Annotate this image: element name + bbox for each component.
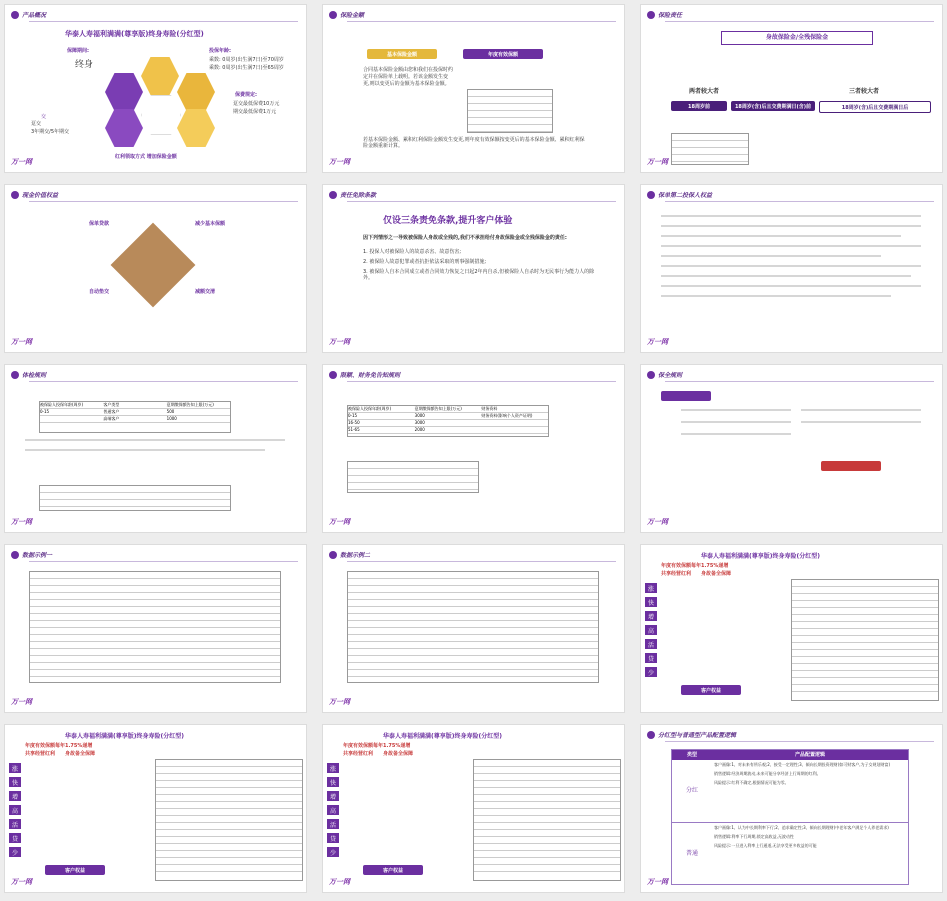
vertical-tag: 贷 <box>645 653 657 663</box>
title-text: 限额、财务免告知规则 <box>340 372 401 379</box>
bottom-text: 红利领取方式 增加保险金额 <box>115 154 177 160</box>
vertical-tag: 涨 <box>327 763 339 773</box>
table <box>671 133 749 165</box>
vertical-tag: 活 <box>645 639 657 649</box>
divider <box>665 201 934 202</box>
table <box>791 579 939 701</box>
slide-exclusions[interactable] <box>322 184 625 353</box>
slide-title <box>11 550 52 559</box>
body-bottom: 若基本保险金额、累积红利保险金额发生变更,则年度有效保额按变更后的基本保险金额、累积红利保险金额重新计算。 <box>363 137 585 149</box>
headline: 华泰人寿福利满满(尊享版)终身寿险(分红型) <box>65 30 204 38</box>
text-line <box>661 295 891 297</box>
slide-title <box>329 550 370 559</box>
vertical-tag: 贷 <box>327 833 339 843</box>
vertical-tag: 少 <box>9 847 21 857</box>
right-top-item: 乘数: 0周岁(出生满7日)至65周岁 <box>209 65 284 71</box>
logo: 万一网 <box>329 698 350 706</box>
vertical-tag: 涨 <box>645 583 657 593</box>
hexagon-purple <box>105 73 143 111</box>
slide-title <box>329 190 376 199</box>
age-a: 18周岁前 <box>671 101 727 111</box>
hexagon-gold <box>177 73 215 111</box>
logo: 万一网 <box>329 518 350 526</box>
text-line <box>681 409 791 411</box>
sub1: 年度有效保额每年1.75%递增 <box>661 563 729 569</box>
title-text: 保险金额 <box>340 12 365 19</box>
banner-basic: 基本保险金额 <box>367 49 437 59</box>
text-line <box>661 215 921 217</box>
vertical-tag: 少 <box>645 667 657 677</box>
slide-title <box>11 370 46 379</box>
vertical-tag: 高 <box>327 805 339 815</box>
th: 趸期缴保额告知上限(万元) <box>414 406 462 411</box>
slide-title <box>647 370 682 379</box>
banner-annual: 年度有效保额 <box>463 49 543 59</box>
sub3: 身故备全保障 <box>383 751 414 757</box>
vertical-tag: 增 <box>645 611 657 621</box>
right-mid-label: 保费规定: <box>235 92 257 98</box>
bullet-dot-icon <box>11 371 19 379</box>
th: 被保险人投保年龄(周岁) <box>348 406 392 411</box>
sub2: 共享经营红利 <box>25 751 56 757</box>
title-text: 现金价值权益 <box>22 192 59 199</box>
headline: 华泰人寿福利满满(尊享版)终身寿险(分红型) <box>701 553 820 560</box>
text-line <box>681 433 791 435</box>
slide-policy-service[interactable] <box>640 364 943 533</box>
hexagon-gold <box>141 57 179 95</box>
left-mid-item: 3年期交/5年期交 <box>31 129 70 135</box>
slide-title <box>11 190 58 199</box>
table <box>155 759 303 881</box>
text-line <box>661 265 921 267</box>
text-line <box>661 285 921 287</box>
logo: 万一网 <box>647 158 668 166</box>
logo: 万一网 <box>11 338 32 346</box>
slide-title <box>647 10 682 19</box>
text-line <box>661 275 911 277</box>
th: 产品配置逻辑 <box>794 752 825 758</box>
vertical-tag: 增 <box>9 791 21 801</box>
vertical-tag: 少 <box>327 847 339 857</box>
title-text: 产品概况 <box>22 12 47 19</box>
table <box>39 401 231 433</box>
vertical-tag: 快 <box>327 777 339 787</box>
vertical-tag: 高 <box>645 625 657 635</box>
td: 1000 <box>166 416 177 421</box>
table <box>473 759 621 881</box>
divider <box>29 21 298 22</box>
logo: 万一网 <box>11 878 32 886</box>
text-line <box>661 255 881 257</box>
slide-coverage[interactable] <box>640 4 943 173</box>
logo: 万一网 <box>11 518 32 526</box>
th: 被保险人投保年龄(周岁) <box>40 402 84 407</box>
td: 3000 <box>414 413 425 418</box>
sub1: 年度有效保额每年1.75%递增 <box>25 743 93 749</box>
table <box>347 571 599 683</box>
table <box>39 485 231 511</box>
slide-data-example-1[interactable] <box>4 544 307 713</box>
row-cell: 风险提示:一旦进入利率上行通道,无法享受更多收益的可能 <box>714 843 817 848</box>
sub1: 年度有效保额每年1.75%递增 <box>343 743 411 749</box>
bullet-dot-icon <box>329 551 337 559</box>
banner: 身故保险金/全残保险金 <box>721 31 873 45</box>
slide-customer-rights-3[interactable] <box>322 724 625 893</box>
bullet-dot-icon <box>11 191 19 199</box>
title-text: 分红型与普通型产品配置逻辑 <box>658 732 737 739</box>
divider <box>665 741 934 742</box>
text-line <box>25 449 265 451</box>
diamond-graphic <box>111 223 196 308</box>
td: 500 <box>166 409 175 414</box>
bullet-dot-icon <box>329 371 337 379</box>
bullet-dot-icon <box>647 371 655 379</box>
slide-product-overview[interactable] <box>4 4 307 173</box>
row-cell: 风险提示:红利不确定,根据情况可能为零。 <box>714 780 789 785</box>
col-b: 三者较大者 <box>849 88 880 95</box>
body-left: 合同基本保险金额由您和我们在投保时约定并在保险单上载明。若该金额发生变更,则以变更后的金额为基本保险金额。 <box>363 67 454 87</box>
bullet-dot-icon <box>329 11 337 19</box>
logo: 万一网 <box>329 878 350 886</box>
th: 客户类型 <box>103 402 120 407</box>
td: 高端客户 <box>103 416 120 421</box>
vertical-tag: 活 <box>9 819 21 829</box>
right-mid-item: 趸交最低保费10万元 <box>233 101 280 107</box>
row-type: 分红 <box>685 787 698 794</box>
vertical-tag: 快 <box>645 597 657 607</box>
text-line <box>681 421 791 423</box>
title-text: 保单第二投保人权益 <box>658 192 713 199</box>
banner <box>821 461 881 471</box>
divider <box>347 561 616 562</box>
sub3: 身故备全保障 <box>65 751 96 757</box>
table <box>671 749 909 885</box>
banner <box>661 391 711 401</box>
label-loan: 保单贷款 <box>89 221 110 227</box>
hexagon-center <box>141 95 181 135</box>
label-auto: 自动垫交 <box>89 289 110 295</box>
age-b: 18周岁(含)后且交费期满日(含)前 <box>731 101 815 111</box>
row-type: 普通 <box>685 850 698 857</box>
td: 51-65 <box>348 427 360 432</box>
right-top-label: 投保年龄: <box>209 48 231 54</box>
left-top-value: 终身 <box>75 60 94 70</box>
td: 2000 <box>414 427 425 432</box>
slide-config-logic[interactable] <box>640 724 943 893</box>
divider <box>347 21 616 22</box>
logo: 万一网 <box>11 158 32 166</box>
td: 16-50 <box>348 420 360 425</box>
text-line <box>661 245 921 247</box>
table <box>467 89 553 133</box>
table <box>29 571 281 683</box>
slide-customer-rights-1[interactable] <box>640 544 943 713</box>
left-mid-item: 趸交 <box>31 121 42 127</box>
footer: 客户权益 <box>45 865 105 875</box>
divider <box>29 381 298 382</box>
slide-sum-insured[interactable] <box>322 4 625 173</box>
td: 3000 <box>414 420 425 425</box>
footer: 客户权益 <box>363 865 423 875</box>
label-reduce: 减少基本保额 <box>195 221 226 227</box>
table <box>347 405 549 437</box>
logo: 万一网 <box>329 338 350 346</box>
divider <box>665 21 934 22</box>
td: 0-15 <box>40 409 50 414</box>
logo: 万一网 <box>11 698 32 706</box>
slide-title <box>11 10 46 19</box>
divider <box>347 381 616 382</box>
sub2: 共享经营红利 <box>661 571 692 577</box>
slide-medical-rules[interactable] <box>4 364 307 533</box>
divider <box>347 201 616 202</box>
divider <box>29 201 298 202</box>
line: 3. 被保险人自本合同成立或者合同效力恢复之日起2年内自杀,但被保险人自杀时为无民事行为能力人的除外。 <box>363 269 595 281</box>
left-mid-label: 交 <box>41 114 47 120</box>
slide-title <box>329 10 364 19</box>
text-line <box>661 235 901 237</box>
bullet-dot-icon <box>11 551 19 559</box>
slide-customer-rights-2[interactable] <box>4 724 307 893</box>
age-c: 18周岁(含)后且交费期满日后 <box>819 101 931 113</box>
bullet-dot-icon <box>647 11 655 19</box>
sub3: 身故备全保障 <box>701 571 732 577</box>
logo: 万一网 <box>647 338 668 346</box>
right-top-item: 乘数: 0周岁(出生满7日)至70周岁 <box>209 57 284 63</box>
vertical-tag: 活 <box>327 819 339 829</box>
right-mid-item: 期交最低保费1万元 <box>233 109 277 115</box>
line: 1. 投保人对被保险人的故意杀害、故意伤害; <box>363 249 462 255</box>
line: 2. 被保险人故意犯罪或者抗拒依法采取的刑事强制措施; <box>363 259 487 265</box>
th: 类型 <box>686 752 697 758</box>
table <box>347 461 479 493</box>
bullet-dot-icon <box>647 191 655 199</box>
row-cell: 客户画像:1、认为中长期利率下行;2、追求确定性;3、倾向长期理财(中老年客户满足个人养老需求) <box>714 825 889 830</box>
left-top-label: 保障期间: <box>67 48 89 54</box>
slide-cash-value[interactable] <box>4 184 307 353</box>
slide-data-example-2[interactable] <box>322 544 625 713</box>
label-paidup: 减额交清 <box>195 289 216 295</box>
headline: 华泰人寿福利满满(尊享版)终身寿险(分红型) <box>65 733 184 740</box>
title-text: 数据示例二 <box>340 552 371 559</box>
text-line <box>661 225 921 227</box>
headline: 仅设三条责免条款,提升客户体验 <box>383 216 513 226</box>
td: 0-15 <box>348 413 358 418</box>
text-line <box>801 421 921 423</box>
slide-title <box>329 370 400 379</box>
title-text: 保险责任 <box>658 12 683 19</box>
vertical-tag: 增 <box>327 791 339 801</box>
line: 因下列情形之一导致被保险人身故或全残的,我们不承担给付身故保险金或全残保险金的责任: <box>363 235 567 241</box>
divider <box>29 561 298 562</box>
vertical-tag: 快 <box>9 777 21 787</box>
slide-title <box>647 730 736 739</box>
bullet-dot-icon <box>11 11 19 19</box>
td: 财务资料(影响个人资产证明) <box>481 413 533 418</box>
title-text: 责任免除条款 <box>340 192 377 199</box>
slide-title <box>647 190 712 199</box>
bullet-dot-icon <box>647 731 655 739</box>
vertical-tag: 贷 <box>9 833 21 843</box>
logo: 万一网 <box>329 158 350 166</box>
row-cell: 销售逻辑:经济周期波动,未来可能分享经济上行周期的红利。 <box>714 771 821 776</box>
title-text: 保全规则 <box>658 372 683 379</box>
vertical-tag: 涨 <box>9 763 21 773</box>
title-text: 数据示例一 <box>22 552 53 559</box>
logo: 万一网 <box>647 878 668 886</box>
sub2: 共享经营红利 <box>343 751 374 757</box>
vertical-tag: 高 <box>9 805 21 815</box>
td: 普通客户 <box>103 409 120 414</box>
slide-second-applicant[interactable] <box>640 184 943 353</box>
text-line <box>25 439 285 441</box>
divider <box>665 381 934 382</box>
footer: 客户权益 <box>681 685 741 695</box>
col-a: 两者较大者 <box>689 88 720 95</box>
text-line <box>801 409 921 411</box>
bullet-dot-icon <box>329 191 337 199</box>
slide-limit-rules[interactable] <box>322 364 625 533</box>
logo: 万一网 <box>647 518 668 526</box>
hexagon-gold <box>177 109 215 147</box>
title-text: 体检规则 <box>22 372 47 379</box>
th: 财务资料 <box>481 406 498 411</box>
hexagon-purple <box>105 109 143 147</box>
row-cell: 客户画像:1、对未来有所乐观;2、接受一定理性;3、倾向长期投资理财(如可财客户,为子女规划财富) <box>714 762 891 767</box>
row-cell: 销售逻辑:利率下行周期,锁定高收益,无波动性 <box>714 834 794 839</box>
th: 趸期缴保额告知上限(万元) <box>166 402 214 407</box>
headline: 华泰人寿福利满满(尊享版)终身寿险(分红型) <box>383 733 502 740</box>
